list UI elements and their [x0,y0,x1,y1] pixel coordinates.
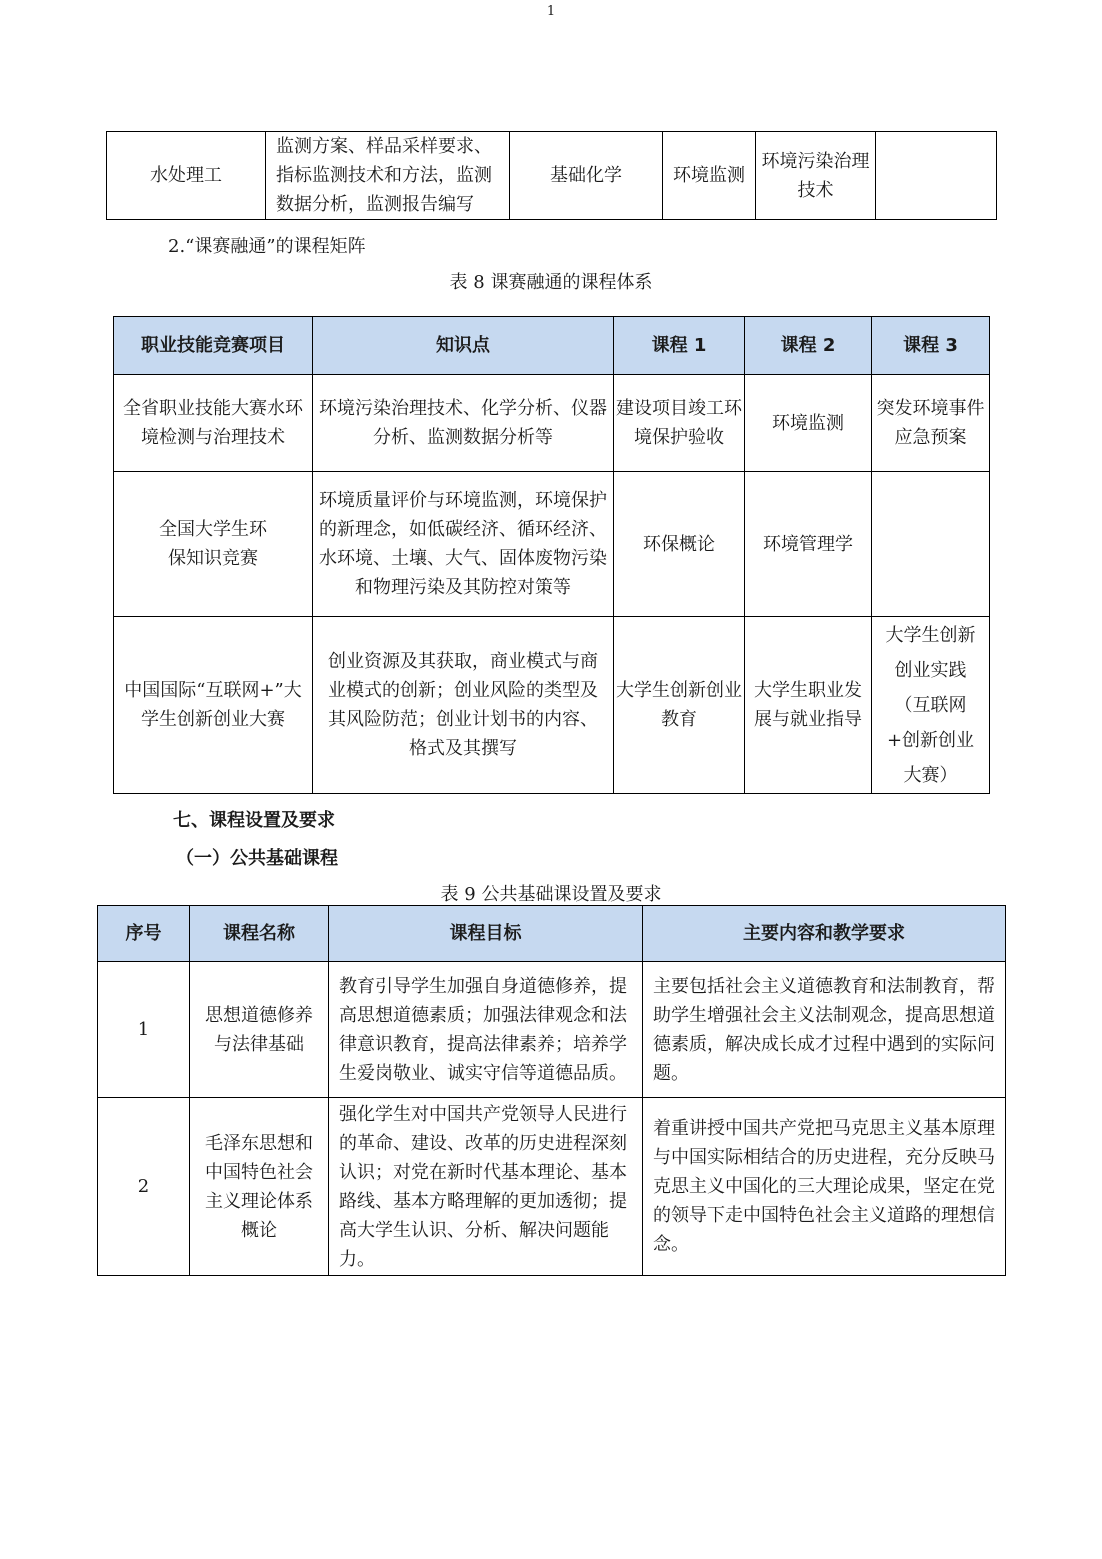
page-number: 1 [546,4,556,19]
table-header-row [114,317,990,375]
section-title: 2.“课赛融通”的课程矩阵 [168,236,366,257]
table-header-row [98,906,1006,962]
public-course-table [97,905,1006,1276]
serial-number-cell: 2 [98,1098,190,1276]
course-cell: 建设项目竣工环境保护验收 [614,375,745,472]
job-cell: 水处理工 [107,132,266,220]
serial-number-cell: 1 [98,962,190,1098]
course-cell: 大学生创新创业教育 [614,617,745,794]
knowledge-cell: 环境污染治理技术、化学分析、仪器分析、监测数据分析等 [313,375,614,472]
table-row [98,962,1006,1098]
course-cell: 环境污染治理技术 [756,132,876,220]
table-caption: 表 9 公共基础课设置及要求 [440,884,662,905]
course-cell: 基础化学 [510,132,663,220]
competition-cell: 全省职业技能大赛水环境检测与治理技术 [114,375,313,472]
course-content-cell: 着重讲授中国共产党把马克思主义基本原理与中国实际相结合的历史进程，充分反映马克思主义中国化的三大理论成果，坚定在党的领导下走中国特色社会主义道路的理想信念。 [643,1098,1006,1276]
knowledge-cell: 监测方案、样品采样要求、指标监测技术和方法，监测数据分析，监测报告编写 [266,132,510,220]
course-name-cell: 思想道德修养与法律基础 [190,962,329,1098]
column-header: 知识点 [313,317,614,375]
column-header: 课程名称 [190,906,329,962]
course-cell: 环保概论 [614,472,745,617]
competition-cell: 全国大学生环保知识竞赛 [114,472,313,617]
knowledge-cell: 环境质量评价与环境监测，环境保护的新理念，如低碳经济、循环经济、水环境、土壤、大气、固体废物污染和物理污染及其防控对策等 [313,472,614,617]
table-row [107,132,997,220]
course-cell: 大学生职业发展与就业指导 [745,617,872,794]
table-row [114,375,990,472]
table-row [114,472,990,617]
course-cell: 大学生创新创业实践（互联网+创新创业大赛） [872,617,990,794]
course-cell [872,472,990,617]
table-row [114,617,990,794]
table-row [98,1098,1006,1276]
course-name-cell: 毛泽东思想和中国特色社会主义理论体系概论 [190,1098,329,1276]
course-cell: 环境监测 [745,375,872,472]
course-cell: 突发环境事件应急预案 [872,375,990,472]
column-header: 课程目标 [329,906,643,962]
course-content-cell: 主要包括社会主义道德教育和法制教育，帮助学生增强社会主义法制观念，提高思想道德素质，解决成长成才过程中遇到的实际问题。 [643,962,1006,1098]
table-caption: 表 8 课赛融通的课程体系 [449,272,653,293]
column-header: 序号 [98,906,190,962]
course-goal-cell: 强化学生对中国共产党领导人民进行的革命、建设、改革的历史进程深刻认识；对党在新时代基本理论、基本路线、基本方略理解的更加透彻；提高大学生认识、分析、解决问题能力。 [329,1098,643,1276]
top-table [106,131,997,220]
column-header: 职业技能竞赛项目 [114,317,313,375]
course-cell [876,132,997,220]
column-header: 课程 2 [745,317,872,375]
course-competition-table [113,316,990,794]
competition-cell: 中国国际“互联网+”大学生创新创业大赛 [114,617,313,794]
column-header: 主要内容和教学要求 [643,906,1006,962]
knowledge-cell: 创业资源及其获取，商业模式与商业模式的创新；创业风险的类型及其风险防范；创业计划书的内容、格式及其撰写 [313,617,614,794]
course-cell: 环境管理学 [745,472,872,617]
section-heading: 七、课程设置及要求 [173,810,335,831]
subsection-heading: （一）公共基础课程 [176,848,338,869]
column-header: 课程 1 [614,317,745,375]
course-goal-cell: 教育引导学生加强自身道德修养，提高思想道德素质；加强法律观念和法律意识教育，提高法律素养；培养学生爱岗敬业、诚实守信等道德品质。 [329,962,643,1098]
course-cell: 环境监测 [663,132,756,220]
column-header: 课程 3 [872,317,990,375]
